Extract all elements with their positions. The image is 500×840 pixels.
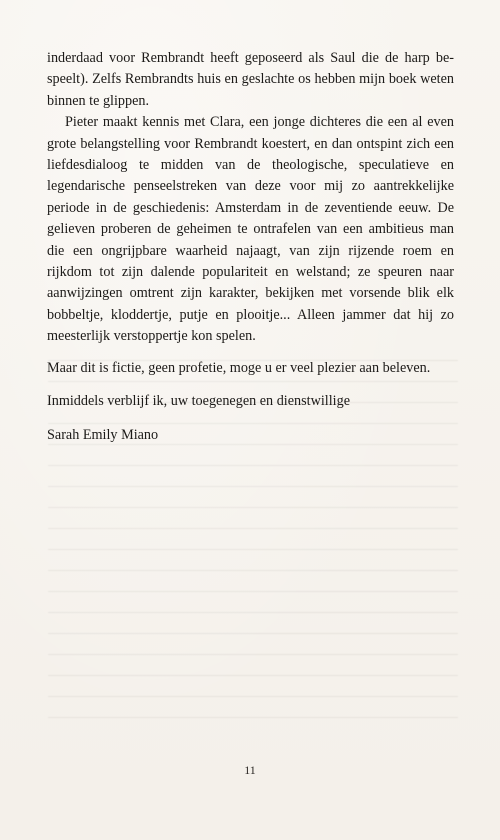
paragraph-fiction: Maar dit is fictie, geen profetie, moge u er veel plezier aan beleven. [47,359,431,376]
closing-line: Inmiddels verblijf ik, uw toegenegen en dienstwillige [47,393,350,410]
signature: Sarah Emily Miano [47,426,159,443]
paragraph-pieter-clara: Pieter maakt kennis met Clara, een jonge dichteres die een al even grote belangstelling voor Rembrandt koestert, en dan ontspint zich een liefdesdialoog te midden van de theologische, speculatieve en legendarische penseelstreken van deze voor mij zo aantrekkelijke periode in de geschiedenis: Amsterdam in de zeventiende eeuw. De gelieven proberen de geheimen te ontrafelen van een ambitieus man die een ongrijpbare waarheid najaagt, van zijn rijzende roem en rijkdom tot zijn dalende populariteit en welstand; ze speuren naar aanwijzingen omtrent zijn karakter, bekijken met vorsende blik elk bobbeltje, kloddertje, putje en plooitje... Alleen jammer dat hij zo meesterlijk verstoppertje kon spelen. [47,114,454,345]
page-number: 11 [244,763,256,777]
paragraph-continuation: inderdaad voor Rembrandt heeft geposeerd als Saul die de harp be-speelt). Zelfs Rembrandts huis en geslachte os hebben mijn boek weten binnen te glippen. [47,50,454,109]
page-body [47,48,454,446]
